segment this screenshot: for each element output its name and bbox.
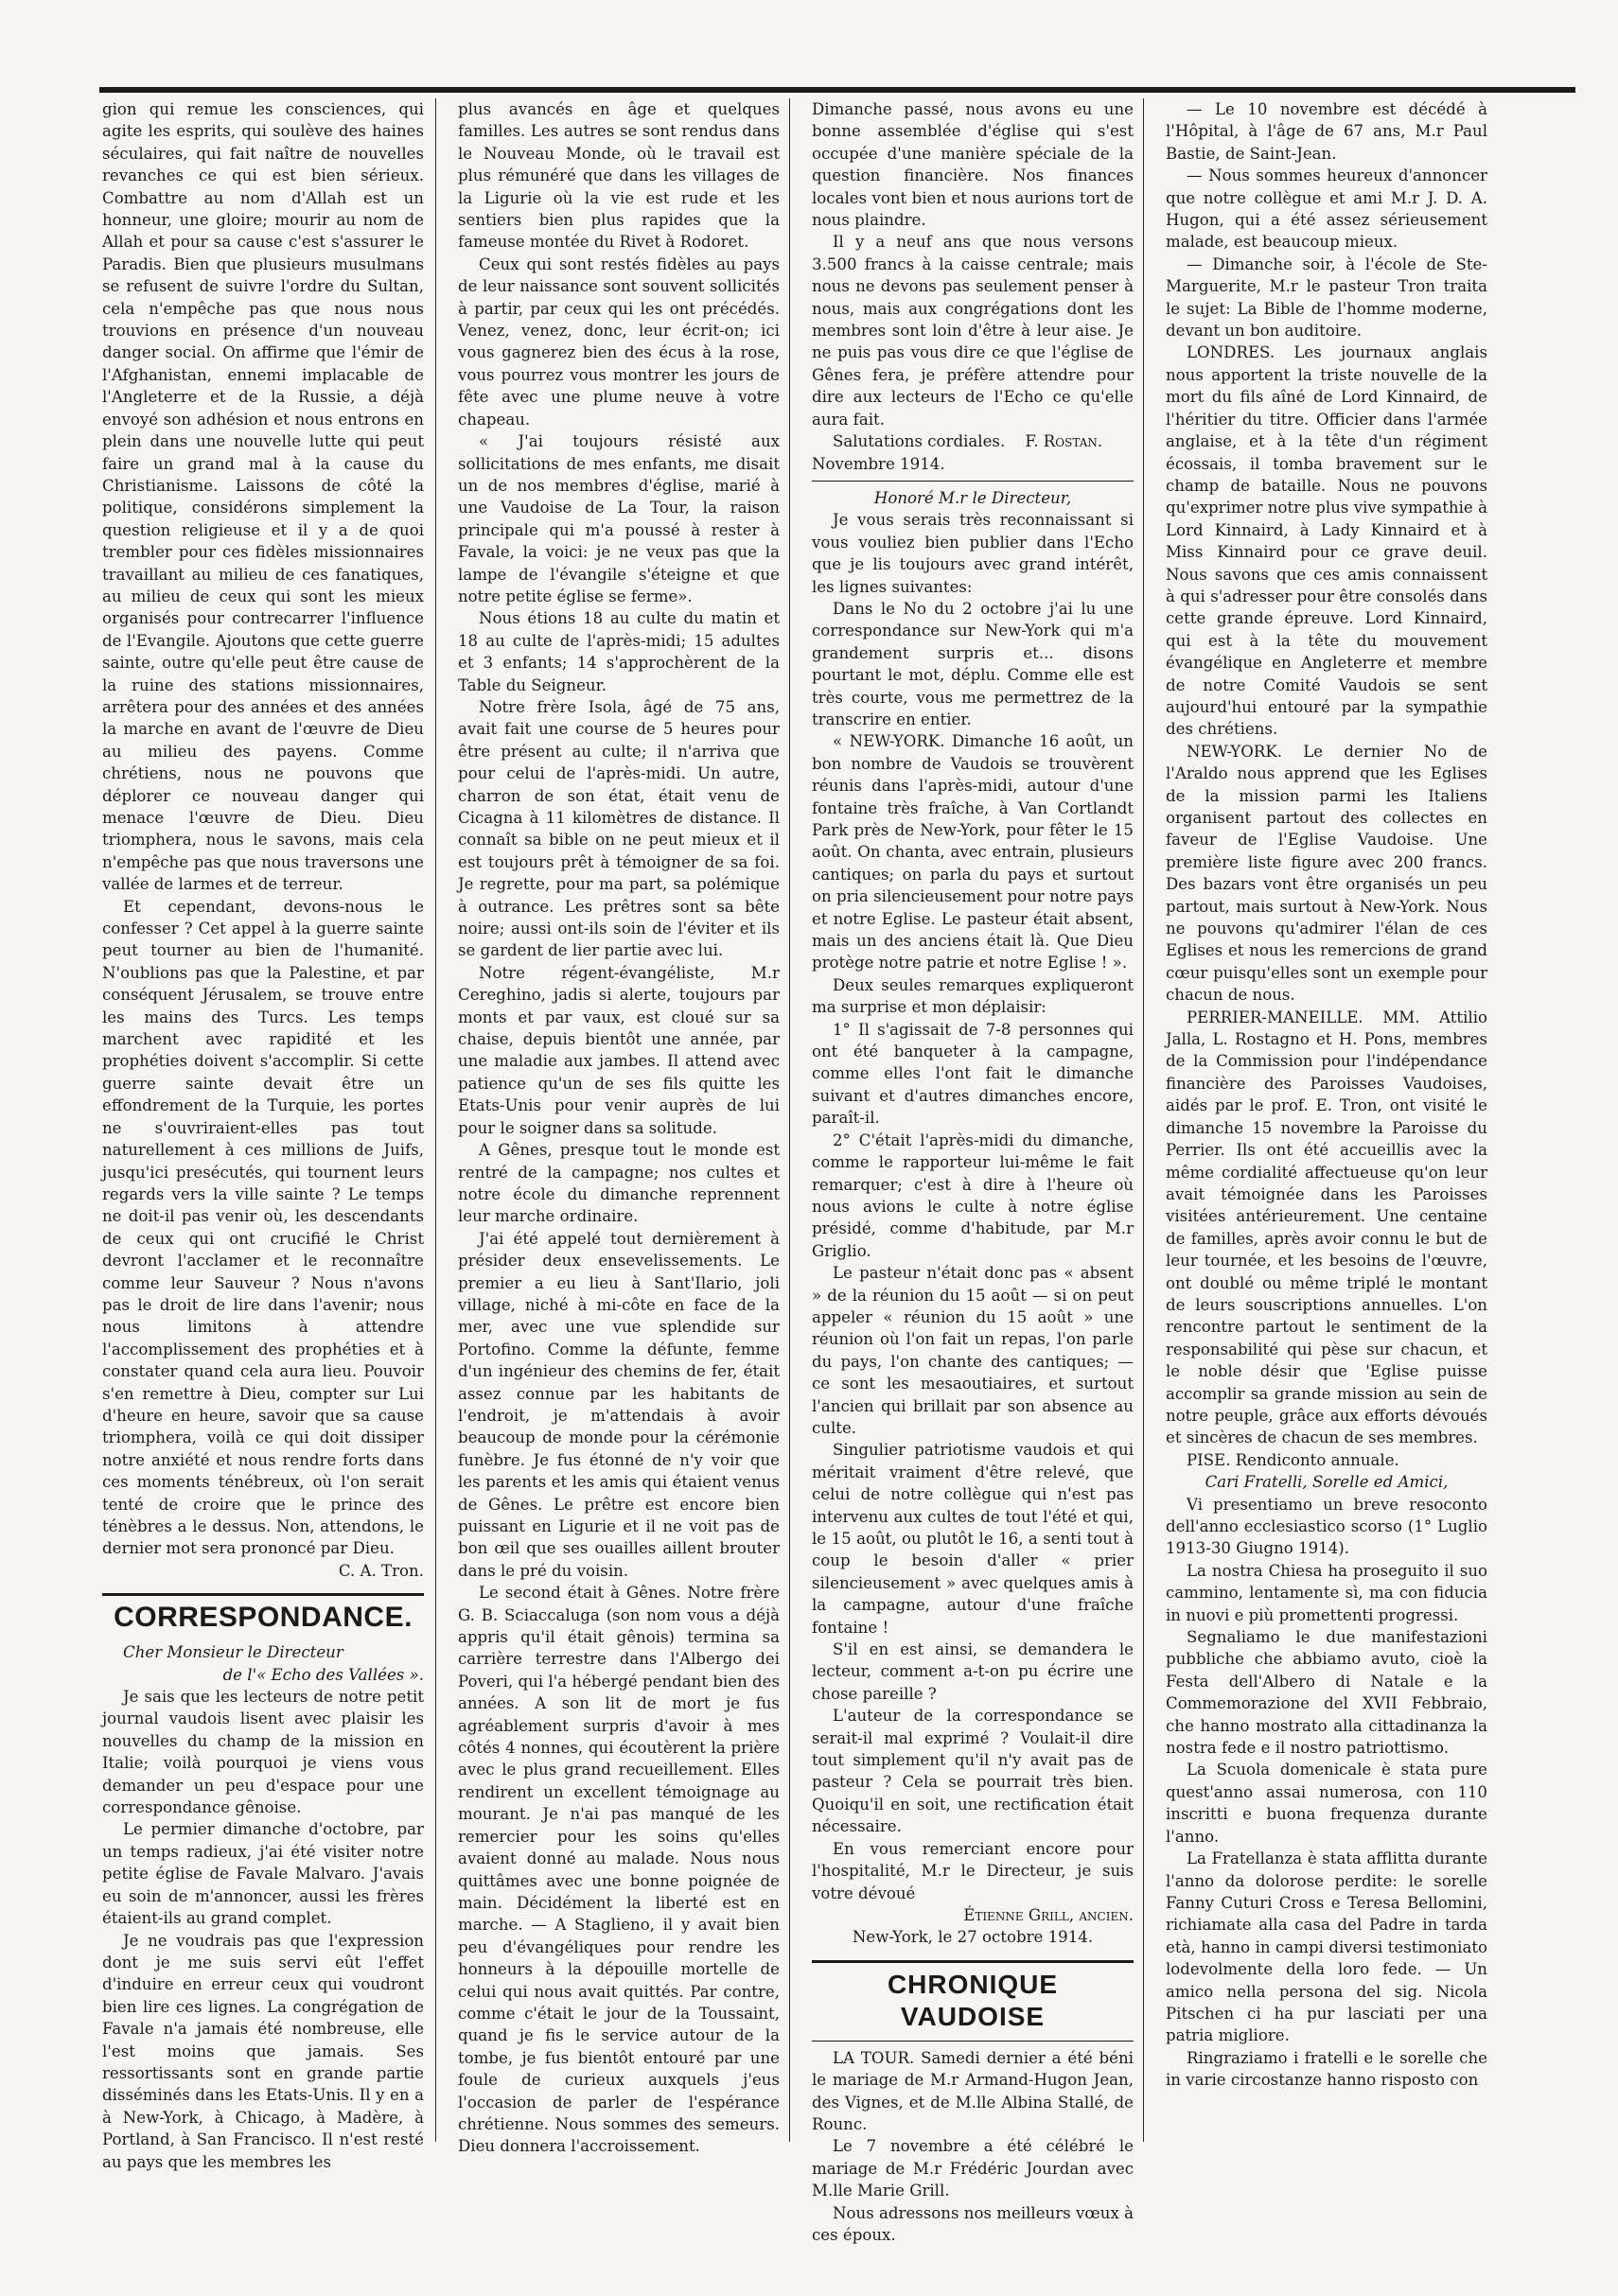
article-paragraph: J'ai été appelé tout dernièrement à présider deux ensevelissements. Le premier a eu lieu à Sant'Ilario, joli village, niché à mi-côte en face de la mer, avec une vue splendide sur Portofino. Comme la défunte, femme d'un ingénieur des chemins de fer, était assez connue par les habitants de l'endroit, je m'attendais à avoir beaucoup de monde pour la cérémonie funèbre. Je fus étonné de n'y voir que les parents et les amis qui étaient venus de Gênes. Le prêtre est encore bien puissant en Ligurie et il ne voit pas de bon œil que ses ouailles aillent brouter dans le pré du voisin. [458,1229,780,1580]
article-paragraph: Ringraziamo i fratelli e le sorelle che in varie circostanze hanno risposto con [1166,2048,1487,2090]
article-paragraph: Je ne voudrais pas que l'expression dont je me suis servi eût l'effet d'induire en erreur ceux qui voudront bien lire ces lignes. La congrégation de Favale n'a jamais été nombreuse, elle l'est moins que jamais. Ses ressortissants sont en grande partie disséminés dans les Etats-Unis. Il y en a à New-York, à Chicago, à Madère, à Portland, à San Francisco. Il n'est resté au pays que les membres les [102,1931,424,2171]
article-paragraph: NEW-YORK. Le dernier No de l'Araldo nous apprend que les Eglises de la mission parmi les Italiens organisent partout des collectes en faveur de l'Eglise Vaudoise. Une première liste figure avec 200 francs. Des bazars vont être organisés un peu partout, mais surtout à New-York. Nous ne pouvons qu'admirer l'élan de ces Eglises et nous les remercions de grand cœur puisqu'elles sont un exemple pour chacun de nous. [1166,742,1487,1005]
article-paragraph: « J'ai toujours résisté aux sollicitations de mes enfants, me disait un de nos membres d'église, marié à une Vaudoise de La Tour, la raison principale qui m'a poussé à rester à Favale, la voici: je ne veux pas que la lampe de l'évangile s'éteigne et que notre petite église se ferme». [458,432,780,605]
article-paragraph: La Scuola domenicale è stata pure quest'anno assai numerosa, con 110 inscritti e buona frequenza durante l'anno. [1166,1761,1487,1846]
column-2 [458,98,780,2158]
article-paragraph: Le 7 novembre a été célébré le mariage de M.r Frédéric Jourdan avec M.lle Marie Grill. [812,2137,1134,2200]
article-paragraph: S'il en est ainsi, se demandera le lecteur, comment a-t-on pu écrire une chose pareille ? [812,1640,1134,1703]
section-divider [812,481,1134,482]
article-paragraph: 1° Il s'agissait de 7-8 personnes qui ont été banqueter à la campagne, comme elles l'ont fait le dimanche suivant et d'autres dimanches encore, paraît-il. [812,1020,1134,1128]
article-paragraph: Il y a neuf ans que nous versons 3.500 francs à la caisse centrale; mais nous ne devons pas seulement penser à nous, mais aux congrégations dont les membres sont loin d'être à leur aise. Je ne puis pas vous dire ce que l'église de Gênes fera, je préfère attendre pour dire aux lecteurs de l'Echo ce qu'elle aura fait. [812,233,1134,429]
section-divider [812,1960,1134,1963]
article-paragraph: Notre régent-évangéliste, M.r Cereghino, jadis si alerte, toujours par monts et par vaux, est cloué sur sa chaise, depuis bientôt une année, par une maladie aux jambes. Il attend avec patience qu'un de ses fils quitte les Etats-Unis pour venir auprès de lui pour le soigner dans sa solitude. [458,963,780,1137]
greeting: Cari Fratelli, Sorelle ed Amici, [1205,1473,1449,1492]
article-paragraph: Singulier patriotisme vaudois et qui méritait vraiment d'être relevé, que celui de notre collègue qui n'est pas intervenu aux cultes de tout l'été et qui, le 15 août, ou plutôt le 16, a senti tout à coup le besoin d'aller « prier silencieusement » avec quelques amis à la campagne, autour d'une fraîche fontaine ! [812,1441,1134,1637]
quoted-paragraph: « NEW-YORK. Dimanche 16 août, un bon nombre de Vaudois se trouvèrent réunis dans l'après-midi, autour d'une fontaine très fraîche, à Van Cortlandt Park près de New-York, pour fêter le 15 août. On chanta, avec entrain, plusieurs cantiques; on parla du pays et surtout on pria silencieusement pour notre pays et notre Eglise. Le pasteur était absent, mais un des anciens était là. Que Dieu protège notre patrie et notre Eglise ! ». [812,732,1134,973]
article-paragraph: Nous étions 18 au culte du matin et 18 au culte de l'après-midi; 15 adultes et 3 enfants; 14 s'approchèrent de la Table du Seigneur. [458,609,780,694]
article-paragraph: Dans le No du 2 octobre j'ai lu une correspondance sur New-York qui m'a grandement surpris et... disons pourtant le mot, déplu. Comme elle est très courte, vous me permettrez de la transcrire en entier. [812,599,1134,728]
article-paragraph: 2° C'était l'après-midi du dimanche, comme le rapporteur lui-même le fait remarquer; c'est à dire à l'heure où nous avions le culte à notre église présidé, comme d'habitude, par M.r Griglio. [812,1130,1134,1260]
article-paragraph: gion qui remue les consciences, qui agite les esprits, qui soulève des haines séculaires, qui fait naître de nouvelles revanches ce qui est bien sérieux. Combattre au nom d'Allah est un honneur, une gloire; mourir au nom de Allah et pour sa cause c'est s'assurer le Paradis. Bien que plusieurs musulmans se refusent de suivre l'ordre du Sultan, cela n'empêche pas que nous nous trouvions en présence d'un nouveau danger social. On affirme que l'émir de l'Afghanistan, ennemi implacable de l'Angleterre et de la Russie, a déjà envoyé son adhésion et nous entrons en plein dans une nouvelle lutte qui peut faire un grand mal à la cause du Christianisme. Laissons de côté la politique, considérons simplement la question religieuse et il y a de quoi trembler pour ces fidèles missionnaires travaillant au milieu de ces fanatiques, au milieu de ceux qui sont les mieux organisés pour contrecarrer l'influence de l'Evangile. Ajoutons que cette guerre sainte, outre qu'elle peut être cause de la ruine des stations missionnaires, arrêtera pour des années et des années la marche en avant de l'œuvre de Dieu au milieu des payens. Comme chrétiens, nous ne pouvons que déplorer ce nouveau danger qui menace l'œuvre de Dieu. Dieu triomphera, nous le savons, mais cela n'empêche pas que nous traversons une vallée de larmes et de terreur. [102,100,424,894]
section-heading-correspondance: CORRESPONDANCE. [114,1602,413,1634]
article-paragraph: Segnaliamo le due manifestazioni pubbliche che abbiamo avuto, cioè la Festa dell'Albero di Natale e la Commemorazione del XVII Febbraio, che hanno mostrato alla cittadinanza la nostra fede e il nostro patriottismo. [1166,1628,1487,1758]
article-paragraph: A Gênes, presque tout le monde est rentré de la campagne; nos cultes et notre école du dimanche reprennent leur marche ordinaire. [458,1141,780,1226]
article-paragraph: — Nous sommes heureux d'annoncer que notre collègue et ami M.r J. D. A. Hugon, qui a été assez sérieusement malade, est beaucoup mieux. [1166,167,1487,252]
article-paragraph: Je sais que les lecteurs de notre petit journal vaudois lisent avec plaisir les nouvelles du champ de la mission en Italie; voilà pourquoi je viens vous demander un peu d'espace pour une correspondance gênoise. [102,1688,424,1817]
article-paragraph: Ceux qui sont restés fidèles au pays de leur naissance sont souvent sollicités à partir, par ceux qui les ont précédés. Venez, venez, donc, leur écrit-on; ici vous gagnerez bien des écus à la rose, vous pourrez vous montrer les jours de fête avec une plume neuve à votre chapeau. [458,254,780,429]
section-heading-chronique: CHRONIQUE VAUDOISE [887,1969,1059,2031]
section-divider [812,2041,1134,2042]
article-paragraph: Le second était à Gênes. Notre frère G. B. Sciaccaluga (son nom vous a déjà appris qu'il était gênois) termina sa carrière terrestre dans l'Albergo dei Poveri, qui l'a hébergé pendant bien des années. A son lit de mort je fus agréablement surpris d'avoir à mes côtés 4 nonnes, qui écoutèrent la prière avec le plus grand recueillement. Elles rendirent un excellent témoignage au mourant. Je n'ai pas manqué de les remercier pour les soins qu'elles avaient donné au malade. Nous nous quittâmes avec une bonne poignée de main. Décidément la liberté est en marche. — A Staglieno, il y avait bien peu d'évangéliques pour rendre les honneurs à la dépouille mortelle de celui qui nous avait quittés. Par contre, comme c'était le jour de la Toussaint, quand je fis le service autour de la tombe, je fus bientôt entouré par une foule de curieux auxquels j'eus l'occasion de parler de l'espérance chrétienne. Nous sommes des semeurs. Dieu donnera l'accroissement. [458,1584,780,2156]
column-rule [435,98,436,2142]
article-paragraph: Et cependant, devons-nous le confesser ? Cet appel à la guerre sainte peut tourner au bien de l'humanité. N'oublions pas que la Palestine, et par conséquent Jérusalem, se trouve entre les mains des Turcs. Les temps marchent avec rapidité et les prophéties doivent s'accomplir. Si cette guerre sainte devait être un effondrement de la Turquie, les portes ne s'ouvriraient-elles pas tout naturellement à ces millions de Juifs, jusqu'ici presécutés, qui tournent leurs regards vers la ville sainte ? Le temps ne doit-il pas venir où, les descendants de ceux qui ont crucifié le Christ devront l'acclamer et le reconnaître comme leur Sauveur ? Nous n'avons pas le droit de lire dans l'avenir; nous nous limitons à attendre l'accomplissement des prophéties et à constater quand cela aura lieu. Pouvoir s'en remettre à Dieu, compter sur Lui d'heure en heure, savoir que sa cause triomphera, voilà ce qui doit dissiper notre anxiété et nous rendre forts dans ces moments ténébreux, où l'on serait tenté de croire que le prince des ténèbres a le dessus. Non, attendons, le dernier mot sera prononcé par Dieu. [102,897,424,1558]
letter-date: Novembre 1914. [812,454,945,473]
signature: F. Rostan. [1025,432,1103,451]
salutations-text: Salutations cordiales. [833,432,1006,451]
article-paragraph: Notre frère Isola, âgé de 75 ans, avait fait une course de 5 heures pour être présent au culte; il n'arriva que pour celui de l'après-midi. Un autre, charron de son état, était venu de Cicagna à 11 kilomètres de distance. Il connaît sa bible on ne peut mieux et il est toujours prêt à témoigner de sa foi. Je regrette, pour ma part, sa polémique à outrance. Les prêtres sont sa bête noire; aussi ont-ils soin de l'éviter et ils se gardent de lier partie avec lui. [458,697,780,960]
column-3 [812,98,1134,2246]
column-1 [102,98,424,2173]
column-4 [1166,98,1487,2092]
article-paragraph: Nous adressons nos meilleurs vœux à ces époux. [812,2203,1134,2244]
article-paragraph: La nostra Chiesa ha proseguito il suo cammino, lentamente sì, ma con fiducia in nuovi e più promettenti progressi. [1166,1561,1487,1624]
signature: Étienne Grill, ancien. [963,1905,1134,1924]
letter-date: New-York, le 27 octobre 1914. [852,1928,1094,1947]
article-paragraph: Le permier dimanche d'octobre, par un temps radieux, j'ai été visiter notre petite église de Favale Malvaro. J'avais eu soin de m'annoncer, aussi les frères étaient-ils au grand complet. [102,1820,424,1928]
article-paragraph: plus avancés en âge et quelques familles. Les autres se sont rendus dans le Nouveau Monde, où le travail est plus rémunéré que dans les villages de la Ligurie où la vie est rude et les sentiers bien plus rapides que la fameuse montée du Rivet à Rodoret. [458,100,780,252]
article-paragraph: Dimanche passé, nous avons eu une bonne assemblée d'église qui s'est occupée d'une manière spéciale de la question financière. Nos finances locales vont bien et nous aurions tort de nous plaindre. [812,100,1134,230]
salutations [812,430,1134,452]
article-paragraph: L'auteur de la correspondance se serait-il mal exprimé ? Voulait-il dire tout simplement qu'il n'y avait pas de pasteur ? Cela se pourrait très bien. Quoiqu'il en soit, une rectification était nécessaire. [812,1707,1134,1836]
article-paragraph: — Dimanche soir, à l'école de Ste-Marguerite, M.r le pasteur Tron traita le sujet: La Bible de l'homme moderne, devant un bon auditoire. [1166,254,1487,341]
article-paragraph: Je vous serais très reconnaissant si vous vouliez bien publier dans l'Echo que je lis toujours avec grand intérêt, les lignes suivantes: [812,511,1134,596]
article-paragraph: La Fratellanza è stata afflitta durante l'anno da dolorose perdite: le sorelle Fanny Cuturi Cross e Teresa Bellomini, richiamate alla casa del Padre in tarda età, hanno in campi diversi testimoniato lodevolmente della loro fede. — Un amico nella persona del sig. Nicola Pitschen ci ha pur lasciati per una patria migliore. [1166,1849,1487,2045]
article-paragraph: PERRIER-MANEILLE. MM. Attilio Jalla, L. Rostagno et H. Pons, membres de la Commission pour l'indépendance financière des Paroisses Vaudoises, aidés par le prof. E. Tron, ont visité le dimanche 15 novembre la Paroisse du Perrier. Ils ont été accueillis avec la même cordialité affectueuse qu'on leur avait témoignée dans les Paroisses visitées antérieurement. Une centaine de familles, après avoir connu le but de leur tournée, et les besoins de l'œuvre, ont doublé ou même triplé le montant de leurs souscriptions annuelles. L'on rencontre partout le sentiment de la responsabilité qui pèse sur chacun, et le noble désir que 'Eglise puisse accomplir sa grande mission au sein de notre peuple, grâce aux efforts dévoués et sincères de chacun de ses membres. [1166,1008,1487,1447]
article-paragraph: Vi presentiamo un breve resoconto dell'anno ecclesiastico scorso (1° Luglio 1913-30 Giugno 1914). [1166,1495,1487,1558]
top-rule [99,87,1575,93]
article-paragraph: En vous remerciant encore pour l'hospitalité, M.r le Directeur, je suis votre dévoué [812,1839,1134,1902]
section-divider [102,1593,424,1596]
column-rule [1143,98,1144,2142]
article-paragraph: Deux seules remarques expliqueront ma surprise et mon déplaisir: [812,975,1134,1017]
greeting: Cher Monsieur le Directeur [123,1643,343,1662]
article-paragraph: PISE. Rendiconto annuale. [1187,1450,1399,1469]
article-paragraph: LONDRES. Les journaux anglais nous apportent la triste nouvelle de la mort du fils aîné de Lord Kinnaird, de l'héritier du titre. Officier dans l'armée anglaise, et à la tête d'un régiment écossais, il tomba bravement sur le champ de bataille. Nous ne pouvons qu'exprimer notre plus vive sympathie à Lord Kinnaird, à Lady Kinnaird et à Miss Kinnaird pour ce grave deuil. Nous savons que ces amis connaissent à qui s'adresser pour être consolés dans cette grande épreuve. Lord Kinnaird, qui est à la tête du mouvement évangélique en Angleterre et membre de notre Comité Vaudois se sent aujourd'hui entouré par la sympathie des chrétiens. [1166,343,1487,739]
article-paragraph: LA TOUR. Samedi dernier a été béni le mariage de M.r Armand-Hugon Jean, des Vignes, et de M.lle Albina Stallé, de Rounc. [812,2048,1134,2133]
greeting: de l'« Echo des Vallées ». [222,1665,424,1684]
signature: C. A. Tron. [338,1561,424,1580]
column-rule [789,98,790,2142]
greeting: Honoré M.r le Directeur, [873,488,1072,507]
article-paragraph: Le pasteur n'était donc pas « absent » de la réunion du 15 août — si on peut appeler « réunion du 15 août » une réunion où l'on fait un repas, l'on parle du pays, l'on chante des cantiques; — ce sont les mesaoutiaires, et surtout l'ancien qui brillait par son absence au culte. [812,1264,1134,1437]
article-paragraph: — Le 10 novembre est décédé à l'Hôpital, à l'âge de 67 ans, M.r Paul Bastie, de Saint-Jean. [1166,100,1487,163]
